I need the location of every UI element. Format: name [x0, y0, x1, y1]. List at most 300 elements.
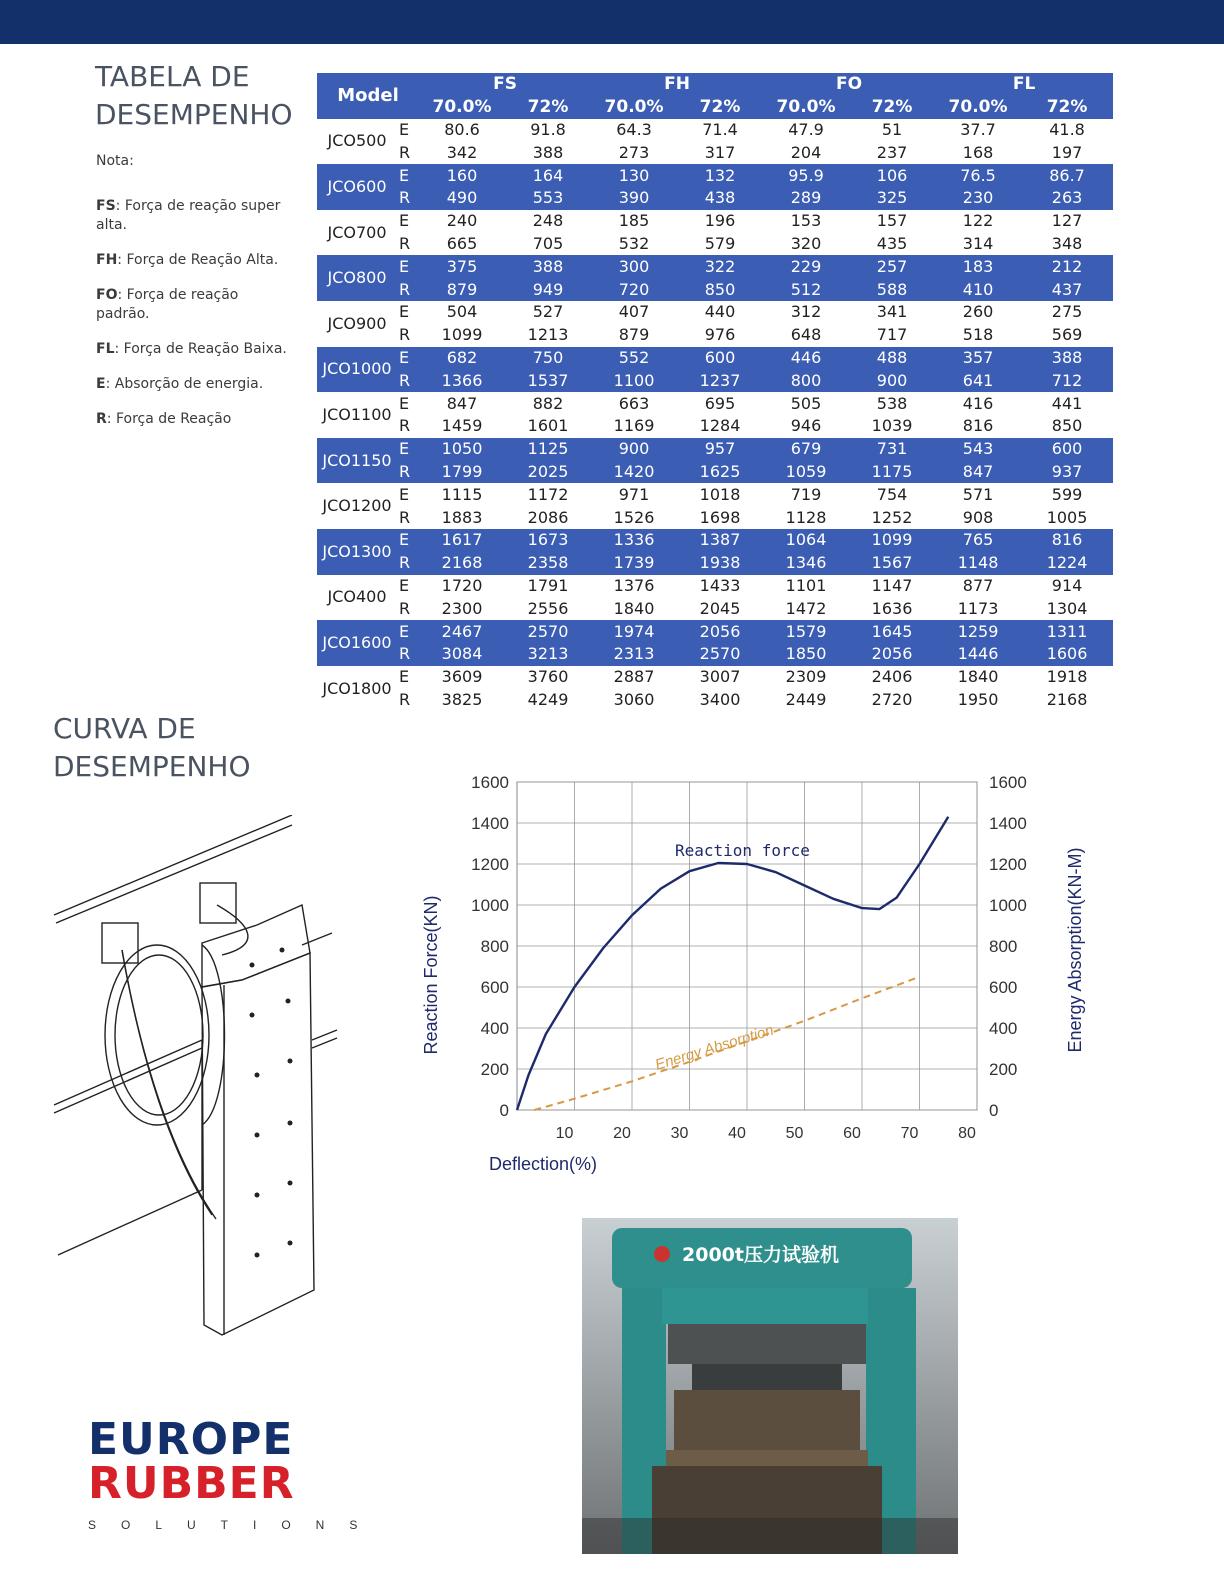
- value-cell: 937: [1021, 461, 1113, 484]
- value-cell: 312: [790, 302, 822, 322]
- table-row: [317, 164, 1113, 187]
- note-item: [96, 286, 296, 324]
- value-cell: 37.7: [960, 119, 996, 139]
- value-cell: 800: [763, 369, 849, 392]
- value-cell: 1433: [699, 575, 741, 595]
- value-cell: 2168: [419, 552, 505, 575]
- x-tick-label: 40: [728, 1125, 746, 1142]
- value-cell: 1720: [441, 575, 483, 595]
- value-cell: 388: [505, 255, 591, 278]
- table-row: [317, 301, 1113, 324]
- value-cell: 900: [849, 369, 935, 392]
- row-type-label: R: [399, 689, 411, 709]
- value-cell: 438: [677, 187, 763, 210]
- notes-panel: [96, 152, 296, 445]
- value-cell: 2313: [591, 643, 677, 666]
- value-cell: 2045: [699, 598, 741, 618]
- group-header-fl: FL: [935, 73, 1113, 96]
- value-cell: 3007: [699, 667, 741, 687]
- value-cell: 914: [1051, 575, 1083, 595]
- table-title-line2: DESEMPENHO: [95, 98, 293, 131]
- value-cell: 2056: [849, 643, 935, 666]
- table-row: [317, 233, 1113, 256]
- value-cell: 76.5: [935, 164, 1021, 187]
- value-cell: 512: [763, 278, 849, 301]
- value-cell: 164: [505, 164, 591, 187]
- curve-title-line2: DESEMPENHO: [53, 750, 251, 783]
- row-type-label: E: [397, 347, 419, 370]
- note-text: : Força de Reação Alta.: [117, 252, 279, 268]
- performance-curve-chart: [405, 760, 1105, 1190]
- value-cell: 95.9: [763, 164, 849, 187]
- value-cell: 1259: [935, 620, 1021, 643]
- value-cell: 720: [591, 278, 677, 301]
- value-cell: 41.8: [1049, 119, 1085, 139]
- value-cell: 879: [419, 278, 505, 301]
- value-cell: 1579: [763, 620, 849, 643]
- series-label-energy-absorption: Energy Absorption: [653, 1021, 776, 1074]
- x-tick-label: 20: [613, 1125, 631, 1142]
- row-type-label: E: [397, 164, 419, 187]
- note-key: FO: [96, 287, 118, 303]
- value-cell: 230: [935, 187, 1021, 210]
- value-cell: 1304: [1046, 598, 1088, 618]
- note-key: FS: [96, 198, 116, 214]
- header-bar: [0, 0, 1224, 44]
- y-tick-label-right: 1400: [989, 814, 1027, 833]
- value-cell: 1336: [591, 529, 677, 552]
- row-type-label: E: [399, 302, 410, 322]
- note-item: [96, 340, 296, 359]
- value-cell: 47.9: [788, 119, 824, 139]
- value-cell: 1366: [419, 369, 505, 392]
- performance-table: [317, 73, 1113, 711]
- subheader: 70.0%: [419, 96, 505, 119]
- value-cell: 157: [876, 211, 908, 231]
- series-label-reaction-force: Reaction force: [675, 841, 810, 860]
- value-cell: 504: [446, 302, 478, 322]
- value-cell: 976: [704, 325, 736, 345]
- value-cell: 908: [962, 507, 994, 527]
- value-cell: 1636: [871, 598, 913, 618]
- y-ticks-left: [471, 773, 509, 1120]
- value-cell: 641: [935, 369, 1021, 392]
- y-tick-label-right: 600: [989, 978, 1018, 997]
- value-cell: 543: [935, 438, 1021, 461]
- model-cell: JCO400: [327, 587, 387, 607]
- value-cell: 388: [532, 142, 564, 162]
- value-cell: 2467: [419, 620, 505, 643]
- subheader: 72%: [1021, 96, 1113, 119]
- value-cell: 1526: [613, 507, 655, 527]
- y-tick-label-left: 600: [480, 978, 509, 997]
- y-tick-label-right: 0: [989, 1101, 999, 1120]
- group-header-fs: FS: [419, 73, 591, 96]
- value-cell: 847: [446, 393, 478, 413]
- model-cell: JCO1000: [317, 347, 397, 393]
- note-item: [96, 251, 296, 270]
- row-type-label: E: [399, 484, 410, 504]
- notes-heading: Nota:: [96, 153, 134, 169]
- value-cell: 260: [962, 302, 994, 322]
- subheader: 70.0%: [763, 96, 849, 119]
- value-cell: 1446: [935, 643, 1021, 666]
- value-cell: 1387: [677, 529, 763, 552]
- row-type-label: E: [399, 211, 410, 231]
- value-cell: 816: [962, 416, 994, 436]
- y-tick-label-right: 400: [989, 1019, 1018, 1038]
- y-tick-label-left: 1200: [471, 855, 509, 874]
- table-row: [317, 483, 1113, 506]
- chart-series: [517, 817, 948, 1110]
- value-cell: 765: [935, 529, 1021, 552]
- value-cell: 275: [1051, 302, 1083, 322]
- value-cell: 1101: [785, 575, 827, 595]
- value-cell: 2570: [505, 620, 591, 643]
- value-cell: 1698: [699, 507, 741, 527]
- value-cell: 705: [532, 233, 564, 253]
- table-row: [317, 210, 1113, 233]
- subheader: 70.0%: [935, 96, 1021, 119]
- table-row: [317, 141, 1113, 164]
- value-cell: 648: [790, 325, 822, 345]
- row-type-label: R: [397, 643, 419, 666]
- press-sign-text: 2000t压力试验机: [682, 1244, 839, 1266]
- note-text: : Força de reação padrão.: [96, 287, 239, 322]
- note-text: : Força de Reação Baixa.: [114, 341, 287, 357]
- value-cell: 1147: [871, 575, 913, 595]
- value-cell: 1237: [677, 369, 763, 392]
- table-row: [317, 529, 1113, 552]
- value-cell: 717: [876, 325, 908, 345]
- value-cell: 1840: [957, 667, 999, 687]
- value-cell: 1673: [505, 529, 591, 552]
- value-cell: 1791: [527, 575, 569, 595]
- value-cell: 64.3: [616, 119, 652, 139]
- value-cell: 949: [505, 278, 591, 301]
- value-cell: 682: [419, 347, 505, 370]
- table-title-line1: TABELA DE: [95, 60, 250, 93]
- value-cell: 1100: [591, 369, 677, 392]
- model-cell: JCO600: [317, 164, 397, 210]
- value-cell: 1420: [591, 461, 677, 484]
- value-cell: 882: [532, 393, 564, 413]
- table-row: [317, 689, 1113, 712]
- group-header-fh: FH: [591, 73, 763, 96]
- model-cell: JCO800: [317, 255, 397, 301]
- value-cell: 80.6: [444, 119, 480, 139]
- y-tick-label-left: 200: [480, 1060, 509, 1079]
- value-cell: 317: [704, 142, 736, 162]
- value-cell: 3825: [441, 689, 483, 709]
- subheader: 72%: [677, 96, 763, 119]
- table-row: [317, 392, 1113, 415]
- table-section-title: [95, 58, 293, 134]
- value-cell: 106: [849, 164, 935, 187]
- x-tick-label: 50: [785, 1125, 804, 1142]
- y-tick-label-left: 1600: [471, 773, 509, 792]
- value-cell: 183: [935, 255, 1021, 278]
- y-tick-label-right: 200: [989, 1060, 1018, 1079]
- y-axis-label-left: Reaction Force(KN): [421, 895, 441, 1055]
- value-cell: 571: [962, 484, 994, 504]
- y-tick-label-left: 0: [499, 1101, 509, 1120]
- value-cell: 375: [419, 255, 505, 278]
- row-type-label: R: [397, 369, 419, 392]
- value-cell: 197: [1051, 142, 1083, 162]
- row-type-label: R: [399, 233, 411, 253]
- table-row: [317, 461, 1113, 484]
- value-cell: 2300: [441, 598, 483, 618]
- value-cell: 900: [591, 438, 677, 461]
- logo-line1: EUROPE: [88, 1414, 294, 1465]
- value-cell: 1148: [935, 552, 1021, 575]
- row-type-label: R: [399, 142, 411, 162]
- value-cell: 750: [505, 347, 591, 370]
- value-cell: 196: [704, 211, 736, 231]
- value-cell: 579: [704, 233, 736, 253]
- value-cell: 1938: [677, 552, 763, 575]
- value-cell: 1005: [1046, 507, 1088, 527]
- value-cell: 320: [790, 233, 822, 253]
- row-type-label: R: [397, 461, 419, 484]
- note-key: FH: [96, 252, 118, 268]
- value-cell: 1617: [419, 529, 505, 552]
- value-cell: 2720: [871, 689, 913, 709]
- value-cell: 1039: [871, 416, 913, 436]
- y-tick-label-right: 1000: [989, 896, 1027, 915]
- test-press-photo: [582, 1218, 958, 1554]
- row-type-label: E: [397, 255, 419, 278]
- value-cell: 441: [1051, 393, 1083, 413]
- value-cell: 1050: [419, 438, 505, 461]
- value-cell: 1284: [699, 416, 741, 436]
- row-type-label: R: [399, 507, 411, 527]
- value-cell: 847: [935, 461, 1021, 484]
- value-cell: 1059: [763, 461, 849, 484]
- row-type-label: E: [397, 529, 419, 552]
- note-text: : Força de reação super alta.: [96, 198, 281, 233]
- value-cell: 1175: [849, 461, 935, 484]
- value-cell: 1224: [1021, 552, 1113, 575]
- value-cell: 416: [962, 393, 994, 413]
- value-cell: 505: [790, 393, 822, 413]
- value-cell: 2449: [785, 689, 827, 709]
- y-tick-label-right: 1600: [989, 773, 1027, 792]
- table-body: [317, 119, 1113, 712]
- value-cell: 240: [446, 211, 478, 231]
- value-cell: 132: [677, 164, 763, 187]
- table-row: [317, 506, 1113, 529]
- value-cell: 679: [763, 438, 849, 461]
- value-cell: 440: [704, 302, 736, 322]
- subheader: 70.0%: [591, 96, 677, 119]
- value-cell: 168: [962, 142, 994, 162]
- value-cell: 588: [849, 278, 935, 301]
- value-cell: 1018: [699, 484, 741, 504]
- curve-title-line1: CURVA DE: [53, 712, 196, 745]
- value-cell: 1252: [871, 507, 913, 527]
- value-cell: 877: [962, 575, 994, 595]
- value-cell: 553: [505, 187, 591, 210]
- x-axis-label: Deflection(%): [489, 1154, 598, 1174]
- value-cell: 446: [763, 347, 849, 370]
- value-cell: 850: [677, 278, 763, 301]
- value-cell: 2887: [613, 667, 655, 687]
- value-cell: 212: [1021, 255, 1113, 278]
- value-cell: 712: [1021, 369, 1113, 392]
- group-header-fo: FO: [763, 73, 935, 96]
- value-cell: 719: [790, 484, 822, 504]
- note-item: [96, 375, 296, 394]
- row-type-label: E: [399, 119, 410, 139]
- value-cell: 1883: [441, 507, 483, 527]
- value-cell: 1601: [527, 416, 569, 436]
- value-cell: 435: [876, 233, 908, 253]
- value-cell: 410: [935, 278, 1021, 301]
- value-cell: 1172: [527, 484, 569, 504]
- value-cell: 289: [763, 187, 849, 210]
- logo-line2: RUBBER: [88, 1458, 295, 1509]
- row-type-label: E: [397, 620, 419, 643]
- value-cell: 300: [591, 255, 677, 278]
- x-tick-label: 10: [555, 1125, 574, 1142]
- value-cell: 850: [1051, 416, 1083, 436]
- value-cell: 518: [962, 325, 994, 345]
- value-cell: 754: [876, 484, 908, 504]
- value-cell: 3084: [419, 643, 505, 666]
- value-cell: 322: [677, 255, 763, 278]
- value-cell: 569: [1051, 325, 1083, 345]
- value-cell: 3060: [613, 689, 655, 709]
- value-cell: 1064: [763, 529, 849, 552]
- value-cell: 127: [1051, 211, 1083, 231]
- value-cell: 552: [591, 347, 677, 370]
- value-cell: 71.4: [702, 119, 738, 139]
- value-cell: 314: [962, 233, 994, 253]
- table-row: [317, 324, 1113, 347]
- value-cell: 3400: [699, 689, 741, 709]
- model-cell: JCO1150: [317, 438, 397, 484]
- subheader: 72%: [849, 96, 935, 119]
- table-row: [317, 575, 1113, 598]
- row-type-label: R: [399, 416, 411, 436]
- row-type-label: E: [399, 667, 410, 687]
- value-cell: 237: [876, 142, 908, 162]
- value-cell: 1850: [763, 643, 849, 666]
- value-cell: 204: [790, 142, 822, 162]
- value-cell: 3609: [441, 667, 483, 687]
- value-cell: 665: [446, 233, 478, 253]
- model-cell: JCO500: [327, 131, 387, 151]
- table-row: [317, 187, 1113, 210]
- value-cell: 2025: [505, 461, 591, 484]
- row-type-label: E: [399, 575, 410, 595]
- value-cell: 1213: [527, 325, 569, 345]
- value-cell: 407: [618, 302, 650, 322]
- value-cell: 263: [1021, 187, 1113, 210]
- value-cell: 1125: [505, 438, 591, 461]
- value-cell: 1099: [441, 325, 483, 345]
- table-row: [317, 666, 1113, 689]
- value-cell: 731: [849, 438, 935, 461]
- value-cell: 257: [849, 255, 935, 278]
- x-tick-label: 30: [670, 1125, 689, 1142]
- value-cell: 348: [1051, 233, 1083, 253]
- value-cell: 1537: [505, 369, 591, 392]
- table-row: [317, 643, 1113, 666]
- row-type-label: E: [397, 438, 419, 461]
- model-header: Model: [317, 73, 419, 119]
- value-cell: 86.7: [1021, 164, 1113, 187]
- value-cell: 3760: [527, 667, 569, 687]
- value-cell: 695: [704, 393, 736, 413]
- value-cell: 3213: [505, 643, 591, 666]
- value-cell: 1115: [441, 484, 483, 504]
- value-cell: 437: [1021, 278, 1113, 301]
- y-tick-label-right: 1200: [989, 855, 1027, 874]
- value-cell: 229: [763, 255, 849, 278]
- table-row: [317, 415, 1113, 438]
- row-type-label: E: [399, 393, 410, 413]
- value-cell: 1625: [677, 461, 763, 484]
- table-row: [317, 552, 1113, 575]
- x-ticks: [556, 1125, 976, 1142]
- value-cell: 1799: [419, 461, 505, 484]
- value-cell: 2309: [785, 667, 827, 687]
- value-cell: 1567: [849, 552, 935, 575]
- value-cell: 1606: [1021, 643, 1113, 666]
- value-cell: 1169: [613, 416, 655, 436]
- value-cell: 357: [935, 347, 1021, 370]
- value-cell: 663: [618, 393, 650, 413]
- row-type-label: R: [399, 598, 411, 618]
- value-cell: 1472: [785, 598, 827, 618]
- value-cell: 1645: [849, 620, 935, 643]
- curve-section-title: [53, 710, 251, 786]
- value-cell: 185: [618, 211, 650, 231]
- value-cell: 957: [677, 438, 763, 461]
- model-cell: JCO1800: [322, 678, 392, 698]
- table-row: [317, 119, 1113, 142]
- row-type-label: R: [399, 325, 411, 345]
- row-type-label: R: [397, 552, 419, 575]
- company-logo: [88, 1414, 383, 1532]
- y-tick-label-left: 1400: [471, 814, 509, 833]
- y-tick-label-left: 400: [480, 1019, 509, 1038]
- subheader: 72%: [505, 96, 591, 119]
- value-cell: 1459: [441, 416, 483, 436]
- value-cell: 1376: [613, 575, 655, 595]
- value-cell: 1173: [957, 598, 999, 618]
- y-tick-label-left: 800: [480, 937, 509, 956]
- table-row: [317, 620, 1113, 643]
- notes-list: [96, 197, 296, 429]
- value-cell: 2556: [527, 598, 569, 618]
- value-cell: 1918: [1046, 667, 1088, 687]
- model-cell: JCO1200: [322, 496, 392, 516]
- y-ticks-right: [989, 773, 1027, 1120]
- value-cell: 1950: [957, 689, 999, 709]
- value-cell: 91.8: [530, 119, 566, 139]
- value-cell: 4249: [527, 689, 569, 709]
- model-cell: JCO1100: [322, 404, 392, 424]
- value-cell: 879: [618, 325, 650, 345]
- value-cell: 532: [618, 233, 650, 253]
- y-tick-label-right: 800: [989, 937, 1018, 956]
- value-cell: 51: [881, 119, 903, 139]
- value-cell: 2406: [871, 667, 913, 687]
